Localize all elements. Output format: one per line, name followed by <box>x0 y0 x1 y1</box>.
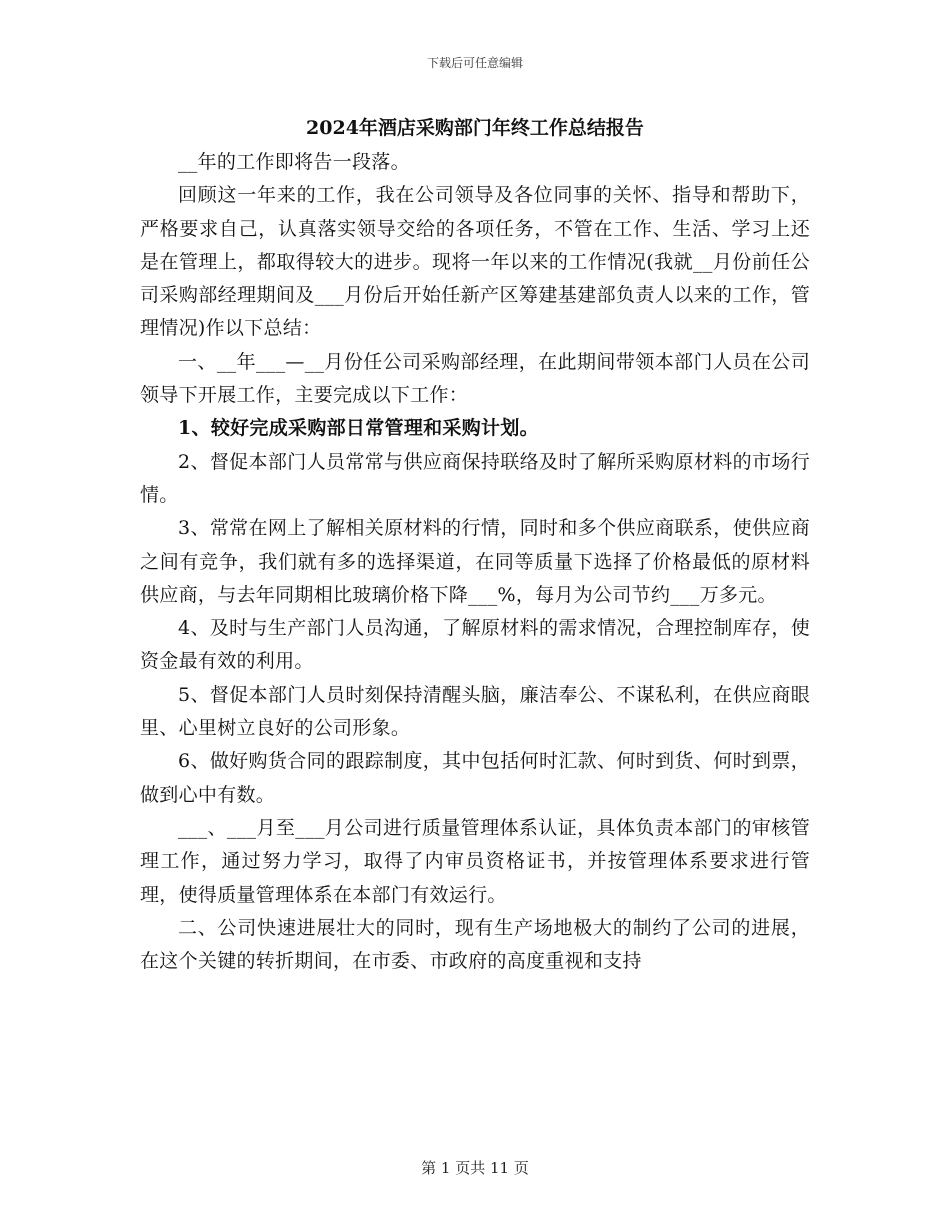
paragraph-heading: 1、较好完成采购部日常管理和采购计划。 <box>178 417 539 440</box>
paragraph: 3、常常在网上了解相关原材料的行情，同时和多个供应商联系，使供应商之间有竞争，我们就有多的选择渠道，在同等质量下选择了价格最低的原材料供应商，与去年同期相比玻璃价格下降___%，每月为公司节约___万多元。 <box>140 517 810 606</box>
paragraph: 一、__年___—__月份任公司采购部经理，在此期间带领本部门人员在公司领导下开展工作，主要完成以下工作： <box>140 350 810 407</box>
paragraph: 6、做好购货合同的跟踪制度，其中包括何时汇款、何时到货、何时到票，做到心中有数。 <box>140 750 810 806</box>
paragraph: 2、督促本部门人员常常与供应商保持联络及时了解所采购原材料的市场行情。 <box>140 450 810 506</box>
header-note: 下载后可任意编辑 <box>426 56 523 70</box>
page-footer: 第 1 页共 11 页 <box>421 1159 529 1177</box>
paragraph: 5、督促本部门人员时刻保持清醒头脑，廉洁奉公、不谋私利，在供应商眼里、心里树立良好的公司形象。 <box>140 683 810 740</box>
paragraph: 回顾这一年来的工作，我在公司领导及各位同事的关怀、指导和帮助下，严格要求自己，认真落实领导交给的各项任务，不管在工作、生活、学习上还是在管理上，都取得较大的进步。现将一年以来的工作情况(我就__月份前任公司采购部经理期间及___月份后开始任新产区筹建基建部负责人以来的工作，管理情况)作以下总结： <box>140 184 810 340</box>
paragraph: __年的工作即将告一段落。 <box>178 151 410 173</box>
document-title: 2024年酒店采购部门年终工作总结报告 <box>306 117 644 139</box>
document-body <box>140 146 810 978</box>
paragraph: 二、公司快速进展壮大的同时，现有生产场地极大的制约了公司的进展，在这个关键的转折期间，在市委、市政府的高度重视和支持 <box>140 916 810 973</box>
paragraph: ___、___月至___月公司进行质量管理体系认证，具体负责本部门的审核管理工作，通过努力学习，取得了内审员资格证书，并按管理体系要求进行管理，使得质量管理体系在本部门有效运行。 <box>140 816 810 906</box>
paragraph: 4、及时与生产部门人员沟通，了解原材料的需求情况，合理控制库存，使资金最有效的利用。 <box>140 617 810 673</box>
